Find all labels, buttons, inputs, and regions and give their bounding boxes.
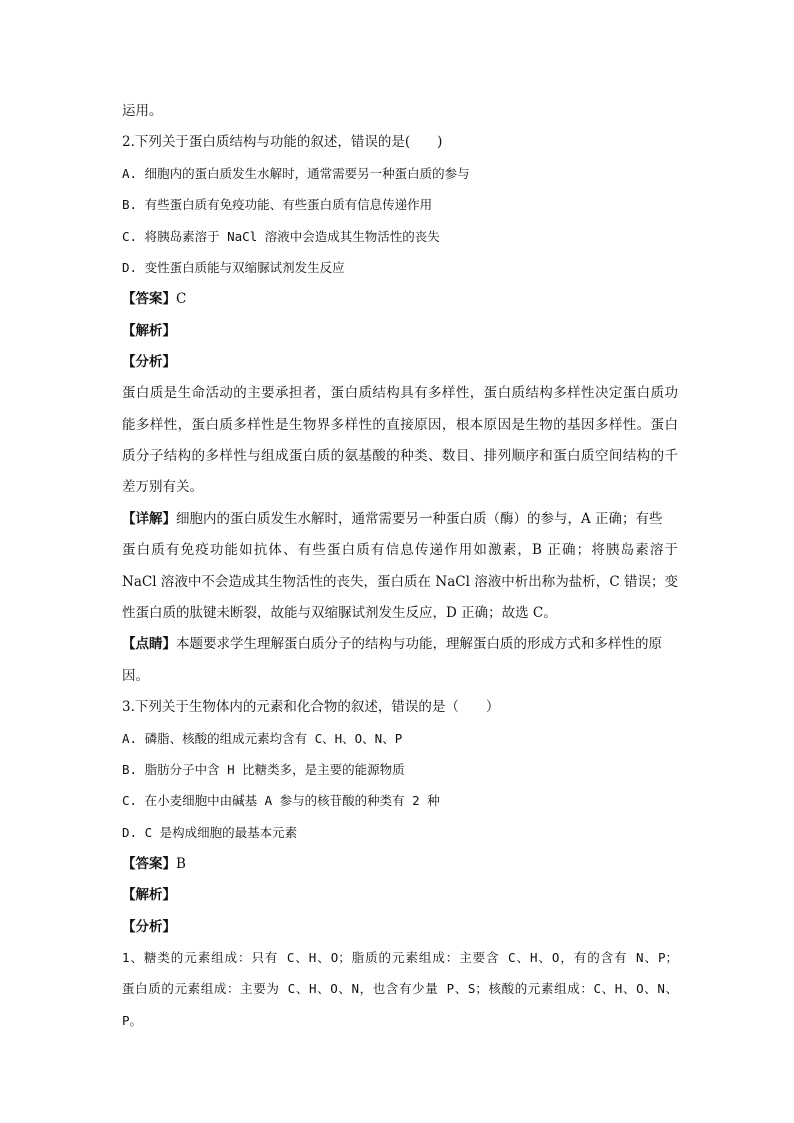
question-2-analysis-line-2: 能多样性，蛋白质多样性是生物界多样性的直接原因，根本原因是生物的基因多样性。蛋白 [122, 417, 678, 433]
question-3-option-b: B. 脂肪分子中含 H 比糖类多，是主要的能源物质 [122, 762, 405, 777]
comment-tag: 【点睛】 [122, 636, 176, 652]
detail-tag: 【详解】 [122, 511, 176, 527]
question-2-option-a: A. 细胞内的蛋白质发生水解时，通常需要另一种蛋白质的参与 [122, 166, 470, 181]
comment-text: 本题要求学生理解蛋白质分子的结构与功能，理解蛋白质的形成方式和多样性的原 [176, 636, 662, 652]
question-3-answer [122, 854, 678, 874]
question-2-detail-line-3: NaCl 溶液中不会造成其生物活性的丧失，蛋白质在 NaCl 溶液中析出称为盐析，C 错误；变 [122, 574, 678, 590]
answer-value: C [176, 291, 187, 307]
question-3-analysis-line-1: 1、糖类的元素组成：只有 C、H、O；脂质的元素组成：主要含 C、H、O，有的含有 N、P； [122, 950, 678, 965]
question-2-analysis-line-3: 质分子结构的多样性与组成蛋白质的氨基酸的种类、数目、排列顺序和蛋白质空间结构的千 [122, 448, 678, 464]
answer-value: B [176, 856, 186, 872]
question-2-detail-line-2: 蛋白质有免疫功能如抗体、有些蛋白质有信息传递作用如激素，B 正确；将胰岛素溶于 [122, 542, 678, 558]
question-2-detail-line-1 [122, 509, 678, 529]
answer-tag: 【答案】 [122, 856, 176, 872]
question-2-comment-line-2: 因。 [122, 668, 149, 684]
answer-tag: 【答案】 [122, 291, 176, 307]
question-3-jiexi-tag: 【解析】 [122, 887, 176, 903]
question-2-fenxi-tag: 【分析】 [122, 354, 176, 370]
question-2-option-c: C. 将胰岛素溶于 NaCl 溶液中会造成其生物活性的丧失 [122, 229, 440, 244]
question-3-analysis-line-3: P。 [122, 1013, 143, 1028]
question-3-fenxi-tag: 【分析】 [122, 919, 176, 935]
question-2-stem: 2.下列关于蛋白质结构与功能的叙述，错误的是( ) [122, 134, 443, 150]
question-2-comment-line-1 [122, 634, 678, 654]
question-3-option-a: A. 磷脂、核酸的组成元素均含有 C、H、O、N、P [122, 731, 403, 746]
detail-text: 细胞内的蛋白质发生水解时，通常需要另一种蛋白质（酶）的参与，A 正确；有些 [176, 511, 663, 527]
question-3-option-c: C. 在小麦细胞中由碱基 A 参与的核苷酸的种类有 2 种 [122, 793, 440, 808]
question-2-answer [122, 289, 678, 309]
question-2-analysis-line-1: 蛋白质是生命活动的主要承担者，蛋白质结构具有多样性，蛋白质结构多样性决定蛋白质功 [122, 385, 678, 401]
question-2-detail-line-4: 性蛋白质的肽键未断裂，故能与双缩脲试剂发生反应，D 正确；故选 C。 [122, 605, 557, 621]
question-3-analysis-line-2: 蛋白质的元素组成：主要为 C、H、O、N，也含有少量 P、S；核酸的元素组成：C、H、O、N、 [122, 981, 678, 996]
previous-question-tail: 运用。 [122, 103, 163, 119]
question-2-option-b: B. 有些蛋白质有免疫功能、有些蛋白质有信息传递作用 [122, 197, 433, 212]
question-3-stem: 3.下列关于生物体内的元素和化合物的叙述，错误的是（ ） [122, 699, 500, 715]
question-3-option-d: D. C 是构成细胞的最基本元素 [122, 825, 298, 840]
question-2-analysis-line-4: 差万别有关。 [122, 479, 203, 495]
question-2-jiexi-tag: 【解析】 [122, 323, 176, 339]
question-2-option-d: D. 变性蛋白质能与双缩脲试剂发生反应 [122, 260, 345, 275]
